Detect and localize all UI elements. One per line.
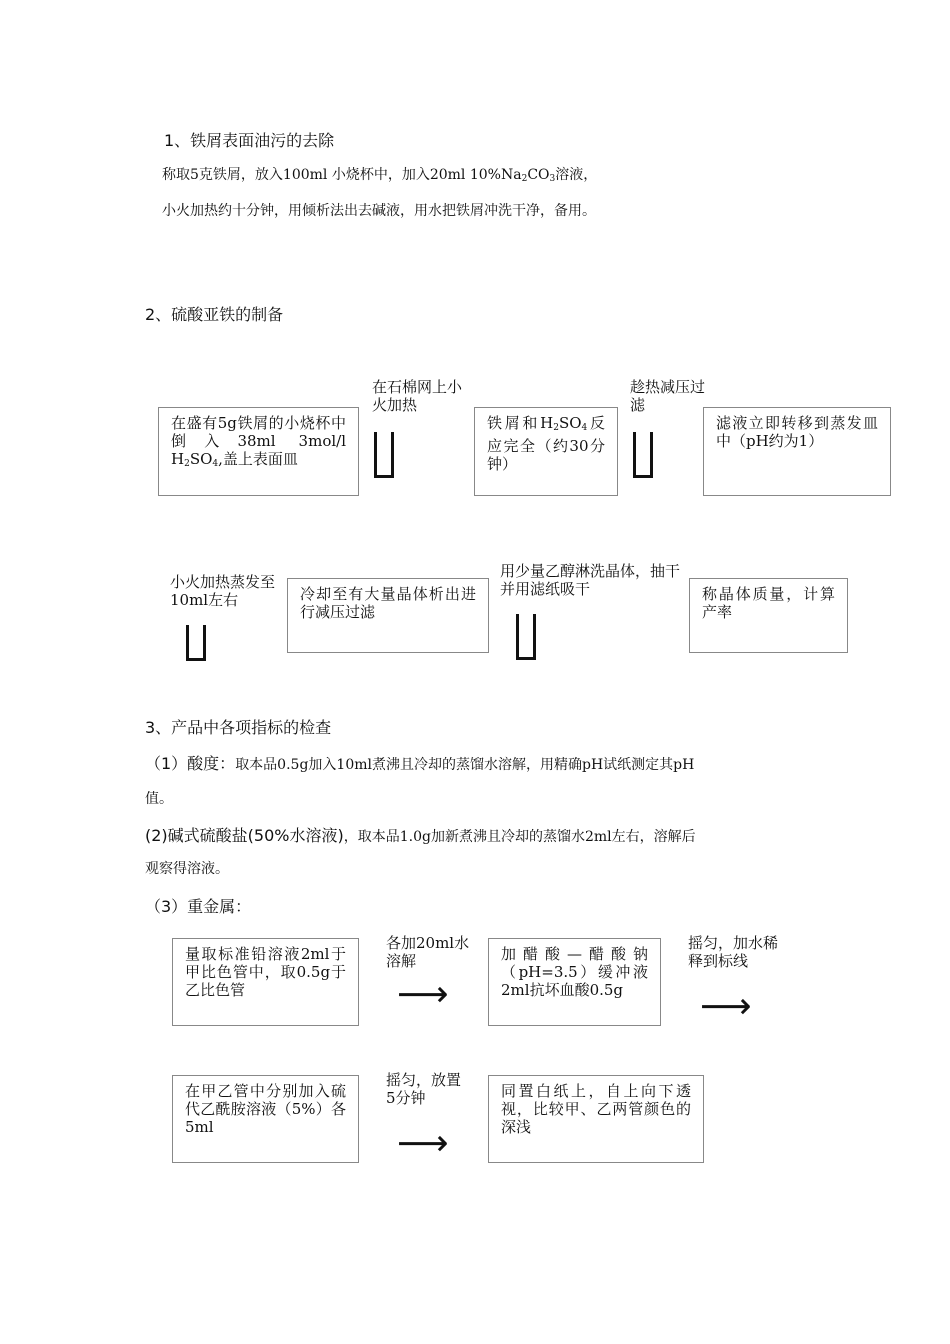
item3-label: （3）重金属： <box>145 897 252 916</box>
item1-line: （1）酸度：取本品0.5g加入10ml煮沸且冷却的蒸馏水溶解，用精确pH试纸测定其pH <box>145 754 695 773</box>
flow-note-2: 趁热减压过滤 <box>630 378 706 414</box>
section1-line2: 小火加热约十分钟，用倾析法出去碱液，用水把铁屑冲洗干净，备用。 <box>162 203 596 219</box>
flow-box-2: 铁屑和$H_2SO_4$反应完全（约30分钟） <box>474 407 618 496</box>
flow-box-1: 在盛有5g铁屑的小烧杯中倒入38ml 3mol/l $H_2SO_4$,盖上表面皿 <box>158 407 359 496</box>
flow-box-6: 量取标准铅溶液2ml于甲比色管中，取0.5g于乙比色管 <box>172 938 359 1026</box>
right-arrow-icon: ⟶ <box>397 974 449 1015</box>
right-arrow-icon: ⟶ <box>397 1123 449 1164</box>
down-arrow-icon <box>516 614 536 660</box>
section3-heading: 3、产品中各项指标的检查 <box>145 718 332 737</box>
flow-note-3: 小火加热蒸发至10ml左右 <box>170 573 276 609</box>
flow-note-4: 用少量乙醇淋洗晶体，抽干并用滤纸吸干 <box>500 562 681 598</box>
flow-box-8: 在甲乙管中分别加入硫代乙酰胺溶液（5%）各5ml <box>172 1075 359 1163</box>
down-arrow-icon <box>633 432 653 478</box>
flow-box-9: 同置白纸上，自上向下透视，比较甲、乙两管颜色的深浅 <box>488 1075 704 1163</box>
flow-box-4: 冷却至有大量晶体析出进行减压过滤 <box>287 578 489 653</box>
flow-note-1: 在石棉网上小火加热 <box>372 378 463 414</box>
item1-label: （1）酸度： <box>145 754 236 773</box>
item2-label: (2)碱式硫酸盐(50%水溶液) <box>145 826 344 845</box>
section2-heading: 2、硫酸亚铁的制备 <box>145 305 284 324</box>
down-arrow-icon <box>374 432 394 478</box>
flow-box-3: 滤液立即转移到蒸发皿中（pH约为1） <box>703 407 891 496</box>
right-arrow-icon: ⟶ <box>700 986 752 1027</box>
flow-box-7: 加醋酸—醋酸钠（pH=3.5）缓冲液2ml抗坏血酸0.5g <box>488 938 661 1026</box>
down-arrow-icon <box>186 625 206 661</box>
item2-cont: 观察得溶液。 <box>145 861 229 877</box>
section1-line1: 称取5克铁屑，放入100ml 小烧杯中，加入20ml $10\%Na_2CO_3$溶液， <box>162 167 598 184</box>
section1-heading: 1、铁屑表面油污的去除 <box>164 131 335 150</box>
flow-box-5: 称晶体质量，计算产率 <box>689 578 848 653</box>
item1-cont: 值。 <box>145 791 173 807</box>
flow-note-5: 各加20ml水溶解 <box>386 934 470 970</box>
flow-note-6: 摇匀，加水稀释到标线 <box>688 934 779 970</box>
item2-line: (2)碱式硫酸盐(50%水溶液)，取本品1.0g加新煮沸且冷却的蒸馏水2ml左右，溶解后 <box>145 826 696 845</box>
flow-note-7: 摇匀，放置5分钟 <box>386 1071 462 1107</box>
